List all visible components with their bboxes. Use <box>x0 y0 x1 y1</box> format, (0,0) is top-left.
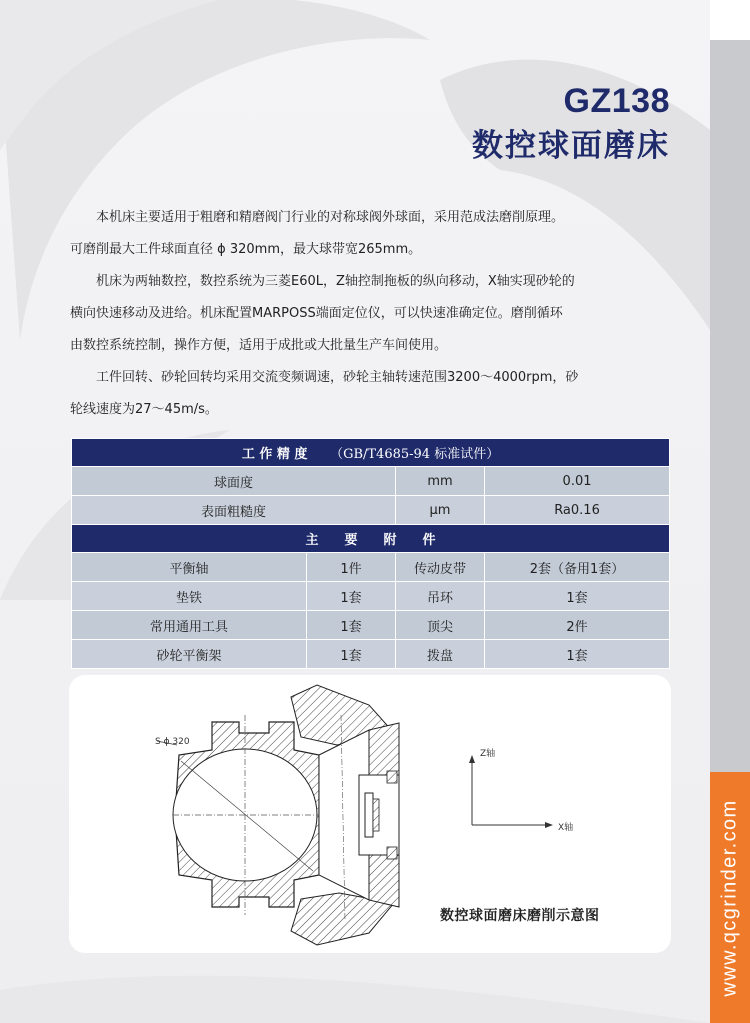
precision-standard: （GB/T4685-94 标准试件） <box>330 447 500 462</box>
accessories-header-row <box>72 525 670 553</box>
accessory-name: 顶尖 <box>396 611 485 640</box>
accessory-name: 常用通用工具 <box>72 611 307 640</box>
z-axis-label: Z轴 <box>480 749 496 759</box>
accessory-qty: 1套 <box>307 611 396 640</box>
description-line: 本机床主要适用于粗磨和精磨阀门行业的对称球阀外球面，采用范成法磨削原理。 <box>96 210 565 225</box>
precision-unit: μm <box>396 496 485 525</box>
precision-value: 0.01 <box>485 467 670 496</box>
description-line: 轮线速度为27～45m/s。 <box>70 402 218 417</box>
description-line: 由数控系统控制，操作方便，适用于成批或大批量生产车间使用。 <box>70 338 448 353</box>
accessory-name: 传动皮带 <box>396 553 485 582</box>
description-line: 横向快速移动及进给。机床配置MARPOSS端面定位仪，可以快速准确定位。磨削循环 <box>70 306 563 321</box>
accessory-qty: 1套 <box>307 582 396 611</box>
accessory-name: 砂轮平衡架 <box>72 640 307 669</box>
table-row <box>72 582 670 611</box>
accessories-header: 主 要 附 件 <box>72 525 670 553</box>
model-number: GZ138 <box>563 82 670 120</box>
x-axis-label: X轴 <box>558 823 574 833</box>
precision-item: 表面粗糙度 <box>72 496 396 525</box>
accessory-qty: 1件 <box>307 553 396 582</box>
description-line: 工件回转、砂轮回转均采用交流变频调速，砂轮主轴转速范围3200～4000rpm，砂 <box>96 370 579 385</box>
website-tab <box>710 772 750 1023</box>
spec-table <box>71 438 670 669</box>
accessory-qty: 1套 <box>485 640 670 669</box>
precision-header-title: 工 作 精 度 <box>241 447 308 462</box>
accessory-name: 吊环 <box>396 582 485 611</box>
grinding-diagram-panel <box>69 675 671 953</box>
table-row <box>72 640 670 669</box>
accessory-qty: 1套 <box>307 640 396 669</box>
table-row <box>72 553 670 582</box>
table-row <box>72 467 670 496</box>
table-row <box>72 611 670 640</box>
precision-header <box>72 439 670 467</box>
accessory-name: 拨盘 <box>396 640 485 669</box>
precision-unit: mm <box>396 467 485 496</box>
product-title: 数控球面磨床 <box>472 128 670 164</box>
diameter-label: S ϕ 320 <box>155 737 190 747</box>
diagram-caption: 数控球面磨床磨削示意图 <box>440 908 600 924</box>
accessory-qty: 1套 <box>485 582 670 611</box>
right-edge-top-block <box>710 0 750 40</box>
precision-value: Ra0.16 <box>485 496 670 525</box>
description-line: 可磨削最大工件球面直径 ϕ 320mm，最大球带宽265mm。 <box>70 242 422 257</box>
axis-indicator <box>469 755 553 828</box>
table-row <box>72 496 670 525</box>
precision-item: 球面度 <box>72 467 396 496</box>
product-description <box>70 202 670 426</box>
precision-header-row <box>72 439 670 467</box>
website-url: www.qcgrinder.com <box>718 798 741 997</box>
accessory-name: 垫铁 <box>72 582 307 611</box>
accessory-qty: 2套（备用1套） <box>485 553 670 582</box>
description-line: 机床为两轴数控，数控系统为三菱E60L，Z轴控制拖板的纵向移动，X轴实现砂轮的 <box>96 274 575 289</box>
accessory-qty: 2件 <box>485 611 670 640</box>
accessory-name: 平衡轴 <box>72 553 307 582</box>
